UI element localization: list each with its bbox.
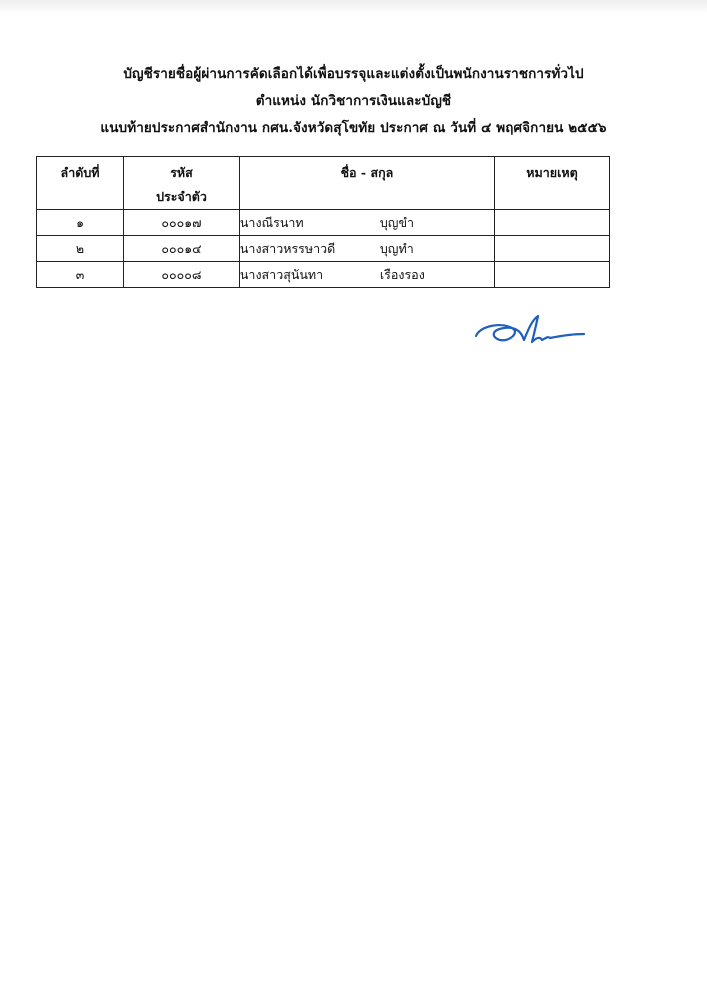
table-row — [37, 262, 610, 288]
row-first-name: นางสาวหรรษาวดี — [239, 240, 336, 256]
candidate-table — [36, 156, 610, 288]
row-remark — [495, 210, 610, 236]
announcement-reference: แนบท้ายประกาศสำนักงาน กศน.จังหวัดสุโขทัย ประกาศ ณ วันที่ ๔ พฤศจิกายน ๒๕๕๖ — [100, 120, 607, 136]
row-remark — [495, 262, 610, 288]
header-order: ลำดับที่ — [37, 157, 124, 210]
row-id: ๐๐๐๑๔ — [124, 236, 240, 262]
row-name — [239, 262, 494, 288]
row-first-name: นางณีรนาท — [239, 214, 304, 230]
row-order: ๑ — [37, 210, 124, 236]
header-name: ชื่อ - สกุล — [239, 157, 494, 210]
row-last-name: บุญขำ — [379, 214, 415, 230]
row-name — [239, 236, 494, 262]
row-name — [239, 210, 494, 236]
table-header-row — [37, 157, 610, 210]
header-id-line2: ประจำตัว — [156, 189, 207, 204]
row-order: ๓ — [37, 262, 124, 288]
header-id-line1: รหัส — [170, 165, 193, 180]
table-row — [37, 210, 610, 236]
position-title: ตำแหน่ง นักวิชาการเงินและบัญชี — [255, 93, 452, 109]
row-id: ๐๐๐๑๗ — [124, 210, 240, 236]
document-title: บัญชีรายชื่อผู้ผ่านการคัดเลือกได้เพื่อบรรจุและแต่งตั้งเป็นพนักงานราชการทั่วไป — [123, 66, 584, 82]
row-order: ๒ — [37, 236, 124, 262]
row-first-name: นางสาวสุนันทา — [239, 266, 324, 282]
row-last-name: บุญทำ — [379, 240, 414, 256]
header-remark: หมายเหตุ — [495, 157, 610, 210]
row-remark — [495, 236, 610, 262]
row-id: ๐๐๐๐๘ — [124, 262, 240, 288]
handwritten-signature — [470, 312, 590, 352]
row-last-name: เรืองรอง — [379, 266, 425, 282]
table-row — [37, 236, 610, 262]
scan-edge-shadow — [0, 0, 707, 14]
header-id — [124, 157, 240, 210]
